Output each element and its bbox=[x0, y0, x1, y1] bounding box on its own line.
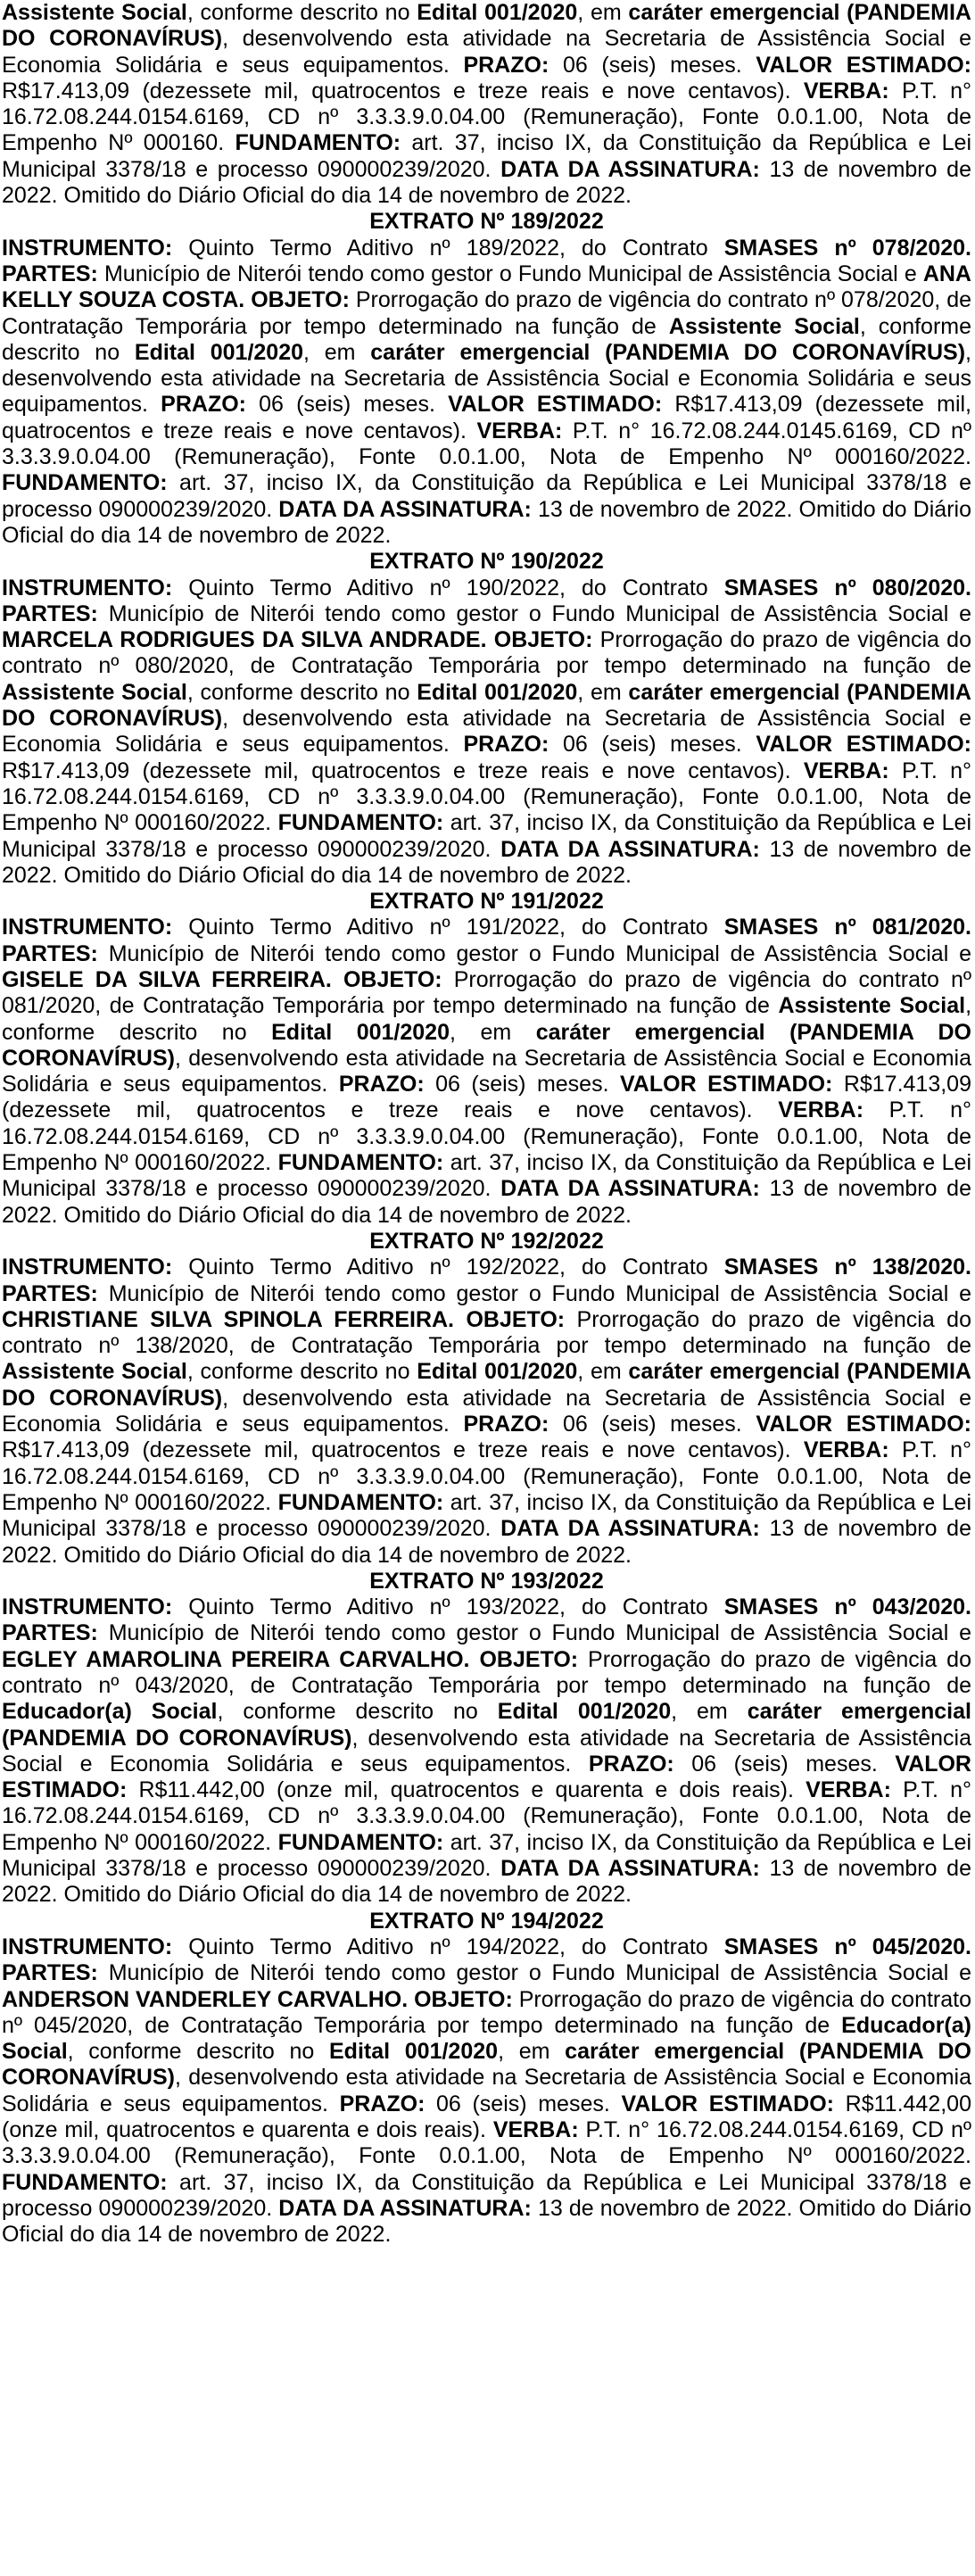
bold-text-run: FUNDAMENTO: bbox=[277, 1150, 444, 1176]
bold-text-run: VALOR ESTIMADO: bbox=[448, 392, 663, 418]
text-run: art. 37, inciso IX, da Constituição da República e Lei Municipal 3378/18 e processo 090000239/2020. bbox=[2, 470, 971, 522]
bold-text-run: SMASES nº 081/2020. bbox=[723, 915, 971, 940]
text-run: 13 de novembro de 2022. Omitido do Diário Oficial do dia 14 de novembro de 2022. bbox=[2, 496, 971, 548]
text-run: P.T. n° 16.72.08.244.0145.6169, CD nº 3.3.3.9.0.04.00 (Remuneração), Fonte 0.0.1.00, Nota de Empenho Nº 000160/2022. bbox=[2, 418, 971, 470]
text-run: Município de Niterói tendo como gestor o Fundo Municipal de Assistência Social e bbox=[97, 1280, 971, 1306]
bold-text-run: INSTRUMENTO: bbox=[2, 1934, 173, 1959]
text-run: Município de Niterói tendo como gestor o Fundo Municipal de Assistência Social e bbox=[97, 940, 971, 966]
text-run: 06 (seis) meses. bbox=[424, 1072, 620, 1097]
text-run: Quinto Termo Aditivo nº 191/2022, do Contrato bbox=[172, 915, 724, 940]
text-run: , em bbox=[498, 2039, 566, 2065]
text-run: art. 37, inciso IX, da Constituição da República e Lei Municipal 3378/18 e processo 090000239/2020. bbox=[2, 130, 971, 182]
text-run: , desenvolvendo esta atividade na Secretaria de Assistência Social e Economia Solidária e seus equipamentos. bbox=[2, 2065, 971, 2116]
text-run: Prorrogação do prazo de vigência do contrato nº 081/2020, de Contratação Temporária por tempo determinado na função de bbox=[2, 966, 971, 1019]
bold-text-run: PARTES: bbox=[2, 1620, 98, 1646]
bold-text-run: VALOR ESTIMADO: bbox=[621, 2091, 835, 2116]
bold-text-run: FUNDAMENTO: bbox=[277, 1489, 444, 1515]
text-run: , desenvolvendo esta atividade na Secretaria de Assistência Social e Economia Solidária e seus equipamentos. bbox=[2, 1385, 971, 1437]
text-run: P.T. n° 16.72.08.244.0154.6169, CD nº 3.3.3.9.0.04.00 (Remuneração), Fonte 0.0.1.00, Nota de Empenho Nº 000160/2022. bbox=[2, 2117, 971, 2169]
text-run: Município de Niterói tendo como gestor o Fundo Municipal de Assistência Social e bbox=[97, 601, 971, 626]
text-run: 13 de novembro de 2022. Omitido do Diário Oficial do dia 14 de novembro de 2022. bbox=[2, 156, 971, 209]
text-run: 13 de novembro de 2022. Omitido do Diário Oficial do dia 14 de novembro de 2022. bbox=[2, 1516, 971, 1568]
extract-heading: EXTRATO Nº 191/2022 bbox=[369, 889, 604, 915]
bold-text-run: VALOR ESTIMADO: bbox=[619, 1072, 833, 1097]
text-run: , conforme descrito no bbox=[186, 1359, 417, 1385]
bold-text-run: Edital 001/2020 bbox=[271, 1019, 450, 1045]
text-run: , conforme descrito no bbox=[2, 993, 972, 1045]
text-run: art. 37, inciso IX, da Constituição da República e Lei Municipal 3378/18 e processo 090000239/2020. bbox=[2, 1489, 971, 1542]
text-run bbox=[487, 627, 494, 652]
bold-text-run: DATA DA ASSINATURA: bbox=[500, 1516, 760, 1542]
bold-text-run: DATA DA ASSINATURA: bbox=[500, 836, 760, 862]
extract-paragraph bbox=[2, 576, 971, 890]
bold-text-run: VERBA: bbox=[476, 418, 563, 443]
bold-text-run: ANDERSON VANDERLEY CARVALHO. bbox=[2, 1986, 409, 2012]
text-run: R$17.413,09 (dezessete mil, quatrocentos e treze reais e nove centavos). bbox=[2, 1437, 804, 1463]
bold-text-run: VALOR ESTIMADO: bbox=[756, 1412, 971, 1437]
bold-text-run: VERBA: bbox=[803, 1437, 889, 1463]
extract-section bbox=[2, 889, 971, 1229]
bold-text-run: caráter emergencial (PANDEMIA DO CORONAVÍRUS) bbox=[2, 1359, 971, 1411]
bold-text-run: Assistente Social bbox=[2, 679, 187, 705]
extract-heading: EXTRATO Nº 194/2022 bbox=[369, 1908, 604, 1934]
bold-text-run: VALOR ESTIMADO: bbox=[2, 1751, 971, 1803]
text-run: 13 de novembro de 2022. Omitido do Diário Oficial do dia 14 de novembro de 2022. bbox=[2, 1176, 971, 1228]
bold-text-run: PARTES: bbox=[2, 261, 98, 286]
bold-text-run: FUNDAMENTO: bbox=[2, 470, 168, 496]
text-run: 06 (seis) meses. bbox=[425, 2091, 622, 2116]
text-run: Quinto Termo Aditivo nº 193/2022, do Contrato bbox=[172, 1594, 724, 1620]
text-run: R$17.413,09 (dezessete mil, quatrocentos e treze reais e nove centavos). bbox=[2, 758, 804, 783]
text-run: Prorrogação do prazo de vigência do contrato nº 078/2020, de Contratação Temporária por tempo determinado na função de bbox=[2, 287, 971, 339]
bold-text-run: PRAZO: bbox=[463, 732, 549, 758]
text-run: art. 37, inciso IX, da Constituição da República e Lei Municipal 3378/18 e processo 090000239/2020. bbox=[2, 2169, 971, 2221]
bold-text-run: Edital 001/2020 bbox=[329, 2039, 499, 2065]
bold-text-run: PARTES: bbox=[2, 1960, 98, 1986]
bold-text-run: INSTRUMENTO: bbox=[2, 915, 173, 940]
text-run: 06 (seis) meses. bbox=[549, 52, 756, 78]
bold-text-run: OBJETO: bbox=[414, 1986, 513, 2012]
text-run: R$17.413,09 (dezessete mil, quatrocentos e treze reais e nove centavos). bbox=[2, 78, 804, 104]
bold-text-run: OBJETO: bbox=[251, 287, 350, 313]
bold-text-run: GISELE DA SILVA FERREIRA. bbox=[2, 966, 332, 992]
bold-text-run: FUNDAMENTO: bbox=[277, 810, 444, 836]
extract-section bbox=[2, 1569, 971, 1909]
bold-text-run: caráter emergencial (PANDEMIA DO CORONAVÍRUS) bbox=[2, 1019, 971, 1071]
text-run: R$17.413,09 (dezessete mil, quatrocentos e treze reais e nove centavos). bbox=[2, 1072, 971, 1123]
text-run: , conforme descrito no bbox=[186, 0, 417, 25]
text-run: , desenvolvendo esta atividade na Secretaria de Assistência Social e Economia Solidária e seus equipamentos. bbox=[2, 1045, 971, 1097]
bold-text-run: Assistente Social bbox=[2, 1359, 187, 1385]
bold-text-run: PRAZO: bbox=[463, 1412, 549, 1437]
bold-text-run: Assistente Social bbox=[2, 0, 187, 25]
bold-text-run: VERBA: bbox=[778, 1097, 864, 1123]
text-run: R$11.442,00 (onze mil, quatrocentos e quarenta e dois reais). bbox=[127, 1777, 806, 1803]
bold-text-run: DATA DA ASSINATURA: bbox=[278, 2195, 532, 2221]
bold-text-run: FUNDAMENTO: bbox=[235, 130, 401, 156]
bold-text-run: caráter emergencial (PANDEMIA DO CORONAVÍRUS) bbox=[370, 339, 966, 365]
text-run: 06 (seis) meses. bbox=[549, 1412, 756, 1437]
bold-text-run: OBJETO: bbox=[343, 966, 442, 992]
bold-text-run: PRAZO: bbox=[161, 392, 246, 418]
bold-text-run: SMASES nº 078/2020. bbox=[723, 235, 971, 261]
extract-heading: EXTRATO Nº 190/2022 bbox=[369, 549, 604, 575]
extract-paragraph bbox=[2, 1594, 971, 1909]
text-run: Quinto Termo Aditivo nº 190/2022, do Contrato bbox=[172, 575, 724, 601]
bold-text-run: Edital 001/2020 bbox=[497, 1699, 672, 1725]
text-run: art. 37, inciso IX, da Constituição da República e Lei Municipal 3378/18 e processo 090000239/2020. bbox=[2, 810, 971, 862]
bold-text-run: PRAZO: bbox=[463, 52, 549, 78]
bold-text-run: OBJETO: bbox=[493, 627, 593, 653]
text-run: 13 de novembro de 2022. Omitido do Diário Oficial do dia 14 de novembro de 2022. bbox=[2, 1856, 971, 1908]
text-run: P.T. n° 16.72.08.244.0154.6169, CD nº 3.3.3.9.0.04.00 (Remuneração), Fonte 0.0.1.00, Nota de Empenho Nº 000160. bbox=[2, 78, 971, 156]
bold-text-run: PARTES: bbox=[2, 940, 98, 966]
text-run: , desenvolvendo esta atividade na Secretaria de Assistência Social e Economia Solidária e seus equipamentos. bbox=[2, 26, 971, 78]
bold-text-run: DATA DA ASSINATURA: bbox=[278, 496, 532, 522]
text-run: Prorrogação do prazo de vigência do contrato nº 080/2020, de Contratação Temporária por tempo determinado na função de bbox=[2, 627, 971, 679]
bold-text-run: PARTES: bbox=[2, 1280, 98, 1306]
bold-text-run: Assistente Social bbox=[668, 313, 860, 339]
bold-text-run: PRAZO: bbox=[588, 1751, 674, 1777]
text-run: , conforme descrito no bbox=[217, 1699, 498, 1725]
text-run: , desenvolvendo esta atividade na Secretaria de Assistência Social e Economia Solidária e seus equipamentos. bbox=[2, 339, 971, 418]
bold-text-run: Edital 001/2020 bbox=[134, 339, 304, 365]
text-run: Município de Niterói tendo como gestor o Fundo Municipal de Assistência Social e bbox=[97, 1620, 971, 1646]
text-run: Prorrogação do prazo de vigência do contrato nº 045/2020, de Contratação Temporária por tempo determinado na função de bbox=[2, 1986, 972, 2038]
text-run: , conforme descrito no bbox=[2, 313, 971, 365]
text-run: Quinto Termo Aditivo nº 192/2022, do Contrato bbox=[172, 1255, 724, 1280]
bold-text-run: FUNDAMENTO: bbox=[277, 1829, 444, 1855]
extract-section bbox=[2, 0, 971, 209]
text-run: 13 de novembro de 2022. Omitido do Diário Oficial do dia 14 de novembro de 2022. bbox=[2, 2195, 971, 2248]
extract-heading: EXTRATO Nº 189/2022 bbox=[369, 209, 604, 235]
text-run: , em bbox=[577, 1359, 629, 1385]
extract-section bbox=[2, 1229, 971, 1569]
extract-section bbox=[2, 549, 971, 889]
extract-paragraph bbox=[2, 0, 971, 209]
bold-text-run: caráter emergencial (PANDEMIA DO CORONAVÍRUS) bbox=[2, 2039, 971, 2091]
text-run: P.T. n° 16.72.08.244.0154.6169, CD nº 3.3.3.9.0.04.00 (Remuneração), Fonte 0.0.1.00, Nota de Empenho Nº 000160/2022. bbox=[2, 758, 971, 836]
extract-heading: EXTRATO Nº 193/2022 bbox=[369, 1568, 604, 1594]
bold-text-run: Edital 001/2020 bbox=[417, 0, 578, 25]
bold-text-run: INSTRUMENTO: bbox=[2, 1594, 173, 1620]
text-run: 06 (seis) meses. bbox=[549, 732, 756, 758]
bold-text-run: VALOR ESTIMADO: bbox=[756, 52, 971, 78]
extract-section bbox=[2, 1909, 971, 2249]
bold-text-run: PARTES: bbox=[2, 601, 98, 626]
bold-text-run: VERBA: bbox=[803, 78, 889, 104]
bold-text-run: SMASES nº 138/2020. bbox=[723, 1255, 971, 1280]
bold-text-run: INSTRUMENTO: bbox=[2, 1255, 173, 1280]
text-run: Quinto Termo Aditivo nº 194/2022, do Contrato bbox=[172, 1934, 724, 1959]
text-run: P.T. n° 16.72.08.244.0154.6169, CD nº 3.3.3.9.0.04.00 (Remuneração), Fonte 0.0.1.00, Nota de Empenho Nº 000160/2022. bbox=[2, 1777, 972, 1855]
text-run: , em bbox=[671, 1699, 748, 1725]
bold-text-run: SMASES nº 045/2020. bbox=[723, 1934, 971, 1959]
text-run: R$17.413,09 (dezessete mil, quatrocentos e treze reais e nove centavos). bbox=[2, 392, 971, 443]
text-run: Prorrogação do prazo de vigência do contrato nº 043/2020, de Contratação Temporária por tempo determinado na função de bbox=[2, 1646, 971, 1698]
bold-text-run: VERBA: bbox=[806, 1777, 891, 1803]
text-run: , em bbox=[303, 339, 371, 365]
bold-text-run: INSTRUMENTO: bbox=[2, 235, 173, 261]
bold-text-run: DATA DA ASSINATURA: bbox=[500, 1176, 760, 1202]
bold-text-run: SMASES nº 080/2020. bbox=[723, 575, 971, 601]
extract-paragraph bbox=[2, 236, 971, 550]
bold-text-run: SMASES nº 043/2020. bbox=[723, 1594, 971, 1620]
extract-paragraph bbox=[2, 1255, 971, 1569]
text-run: , em bbox=[450, 1019, 536, 1045]
bold-text-run: VERBA: bbox=[803, 758, 889, 783]
text-run: 06 (seis) meses. bbox=[673, 1751, 896, 1777]
bold-text-run: VALOR ESTIMADO: bbox=[756, 732, 971, 758]
bold-text-run: DATA DA ASSINATURA: bbox=[500, 156, 760, 182]
bold-text-run: caráter emergencial (PANDEMIA DO CORONAVÍRUS) bbox=[2, 1699, 971, 1751]
bold-text-run: CHRISTIANE SILVA SPINOLA FERREIRA. bbox=[2, 1306, 454, 1332]
text-run bbox=[454, 1307, 466, 1332]
text-run: P.T. n° 16.72.08.244.0154.6169, CD nº 3.3.3.9.0.04.00 (Remuneração), Fonte 0.0.1.00, Nota de Empenho Nº 000160/2022. bbox=[2, 1097, 972, 1176]
bold-text-run: caráter emergencial (PANDEMIA DO CORONAVÍRUS) bbox=[2, 0, 971, 52]
text-run: , conforme descrito no bbox=[186, 679, 417, 705]
text-run: Município de Niterói tendo como gestor o Fundo Municipal de Assistência Social e bbox=[97, 1960, 971, 1986]
text-run: , em bbox=[577, 679, 629, 705]
text-run: , desenvolvendo esta atividade na Secretaria de Assistência Social e Economia Solidária e seus equipamentos. bbox=[2, 1725, 971, 1777]
extract-paragraph bbox=[2, 915, 971, 1229]
bold-text-run: ANA KELLY SOUZA COSTA. bbox=[2, 261, 971, 313]
text-run: 06 (seis) meses. bbox=[245, 392, 449, 418]
text-run: P.T. n° 16.72.08.244.0154.6169, CD nº 3.3.3.9.0.04.00 (Remuneração), Fonte 0.0.1.00, Nota de Empenho Nº 000160/2022. bbox=[2, 1437, 971, 1515]
bold-text-run: OBJETO: bbox=[466, 1306, 566, 1332]
text-run: Prorrogação do prazo de vigência do contrato nº 138/2020, de Contratação Temporária por tempo determinado na função de bbox=[2, 1306, 971, 1359]
extract-section bbox=[2, 209, 971, 549]
bold-text-run: Assistente Social bbox=[778, 993, 966, 1019]
bold-text-run: Educador(a) Social bbox=[2, 2012, 971, 2065]
text-run: art. 37, inciso IX, da Constituição da República e Lei Municipal 3378/18 e processo 090000239/2020. bbox=[2, 1150, 971, 1202]
bold-text-run: MARCELA RODRIGUES DA SILVA ANDRADE. bbox=[2, 627, 487, 653]
text-run bbox=[332, 967, 343, 992]
bold-text-run: Edital 001/2020 bbox=[417, 679, 578, 705]
text-run: Quinto Termo Aditivo nº 189/2022, do Contrato bbox=[172, 235, 724, 261]
bold-text-run: VERBA: bbox=[492, 2117, 579, 2143]
bold-text-run: INSTRUMENTO: bbox=[2, 575, 173, 601]
text-run: Município de Niterói tendo como gestor o Fundo Municipal de Assistência Social e bbox=[97, 261, 923, 286]
bold-text-run: PRAZO: bbox=[339, 2091, 426, 2116]
extract-heading: EXTRATO Nº 192/2022 bbox=[369, 1228, 604, 1254]
text-run: art. 37, inciso IX, da Constituição da República e Lei Municipal 3378/18 e processo 090000239/2020. bbox=[2, 1829, 971, 1882]
bold-text-run: EGLEY AMAROLINA PEREIRA CARVALHO. bbox=[2, 1646, 470, 1672]
text-run: , desenvolvendo esta atividade na Secretaria de Assistência Social e Economia Solidária e seus equipamentos. bbox=[2, 706, 971, 758]
bold-text-run: caráter emergencial (PANDEMIA DO CORONAVÍRUS) bbox=[2, 679, 971, 732]
bold-text-run: FUNDAMENTO: bbox=[2, 2169, 168, 2195]
bold-text-run: Edital 001/2020 bbox=[417, 1359, 578, 1385]
text-run: 13 de novembro de 2022. Omitido do Diário Oficial do dia 14 de novembro de 2022. bbox=[2, 836, 971, 888]
text-run bbox=[470, 1647, 480, 1672]
bold-text-run: PRAZO: bbox=[338, 1072, 425, 1097]
bold-text-run: Educador(a) Social bbox=[2, 1699, 218, 1725]
text-run: R$11.442,00 (onze mil, quatrocentos e quarenta e dois reais). bbox=[2, 2091, 971, 2143]
extract-paragraph bbox=[2, 1934, 971, 2249]
text-run: , em bbox=[577, 0, 629, 25]
text-run: , conforme descrito no bbox=[67, 2039, 329, 2065]
bold-text-run: OBJETO: bbox=[479, 1646, 579, 1672]
bold-text-run: DATA DA ASSINATURA: bbox=[500, 1856, 760, 1882]
